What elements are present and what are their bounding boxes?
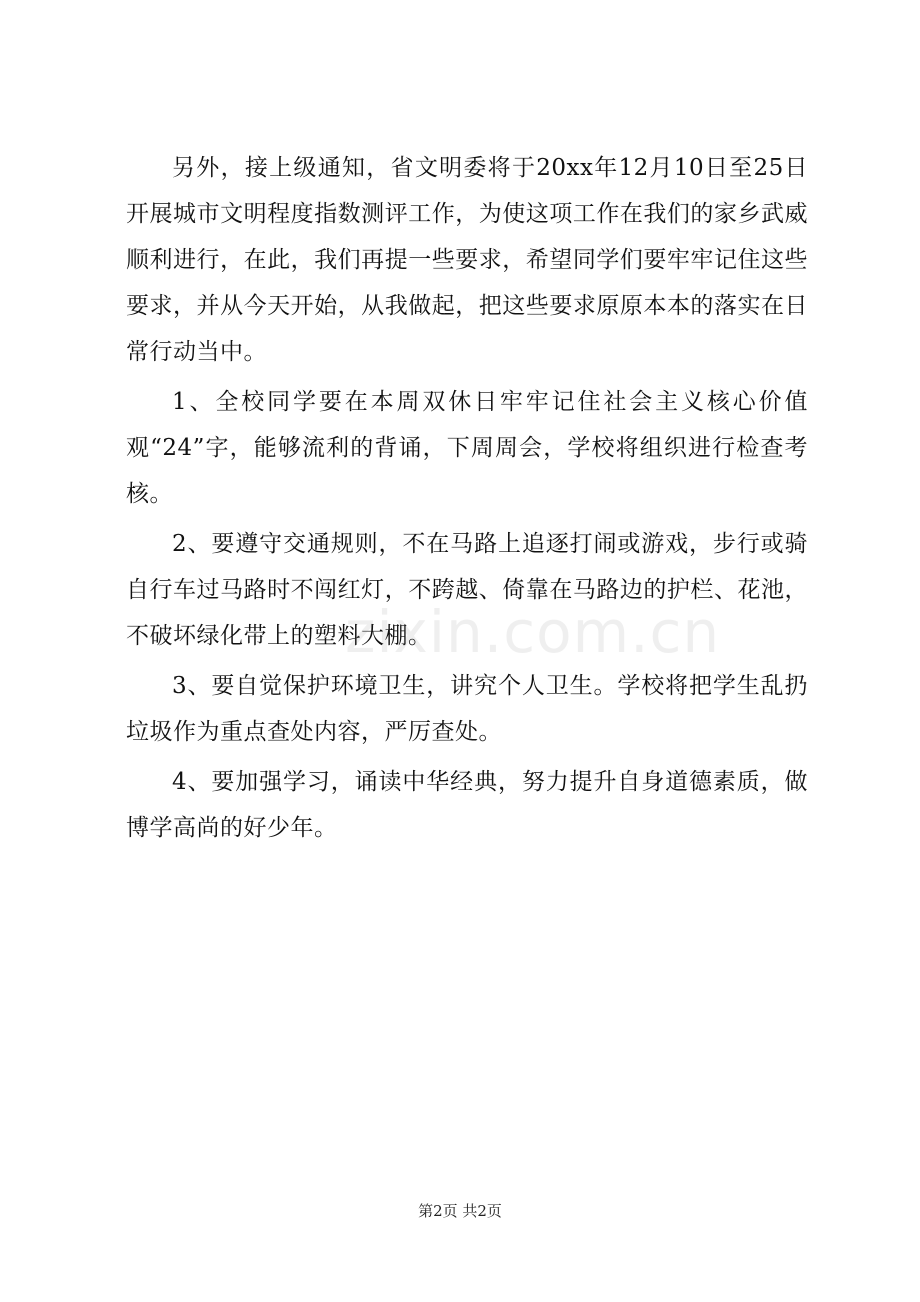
paragraph-item-4: 4、要加强学习，诵读中华经典，努力提升自身道德素质，做博学高尚的好少年。 (126, 769, 808, 841)
page-footer: 第2页 共2页 (418, 1202, 502, 1220)
document-body (126, 145, 808, 855)
watermark: zixin.com.cn (345, 598, 721, 666)
paragraph-intro: 另外，接上级通知，省文明委将于20xx年12月10日至25日开展城市文明程度指数测评工作，为使这项工作在我们的家乡武威顺利进行，在此，我们再提一些要求，希望同学们要牢牢记住这些要求，并从今天开始，从我做起，把这些要求原原本本的落实在日常行动当中。 (126, 155, 808, 365)
paragraph-item-2: 2、要遵守交通规则，不在马路上追逐打闹或游戏，步行或骑自行车过马路时不闯红灯，不跨越、倚靠在马路边的护栏、花池，不破坏绿化带上的塑料大棚。 (126, 531, 808, 649)
paragraph-item-1: 1、全校同学要在本周双休日牢牢记住社会主义核心价值观“24”字，能够流利的背诵，下周周会，学校将组织进行检查考核。 (126, 389, 808, 507)
paragraph-item-3: 3、要自觉保护环境卫生，讲究个人卫生。学校将把学生乱扔垃圾作为重点查处内容，严厉查处。 (126, 673, 808, 745)
